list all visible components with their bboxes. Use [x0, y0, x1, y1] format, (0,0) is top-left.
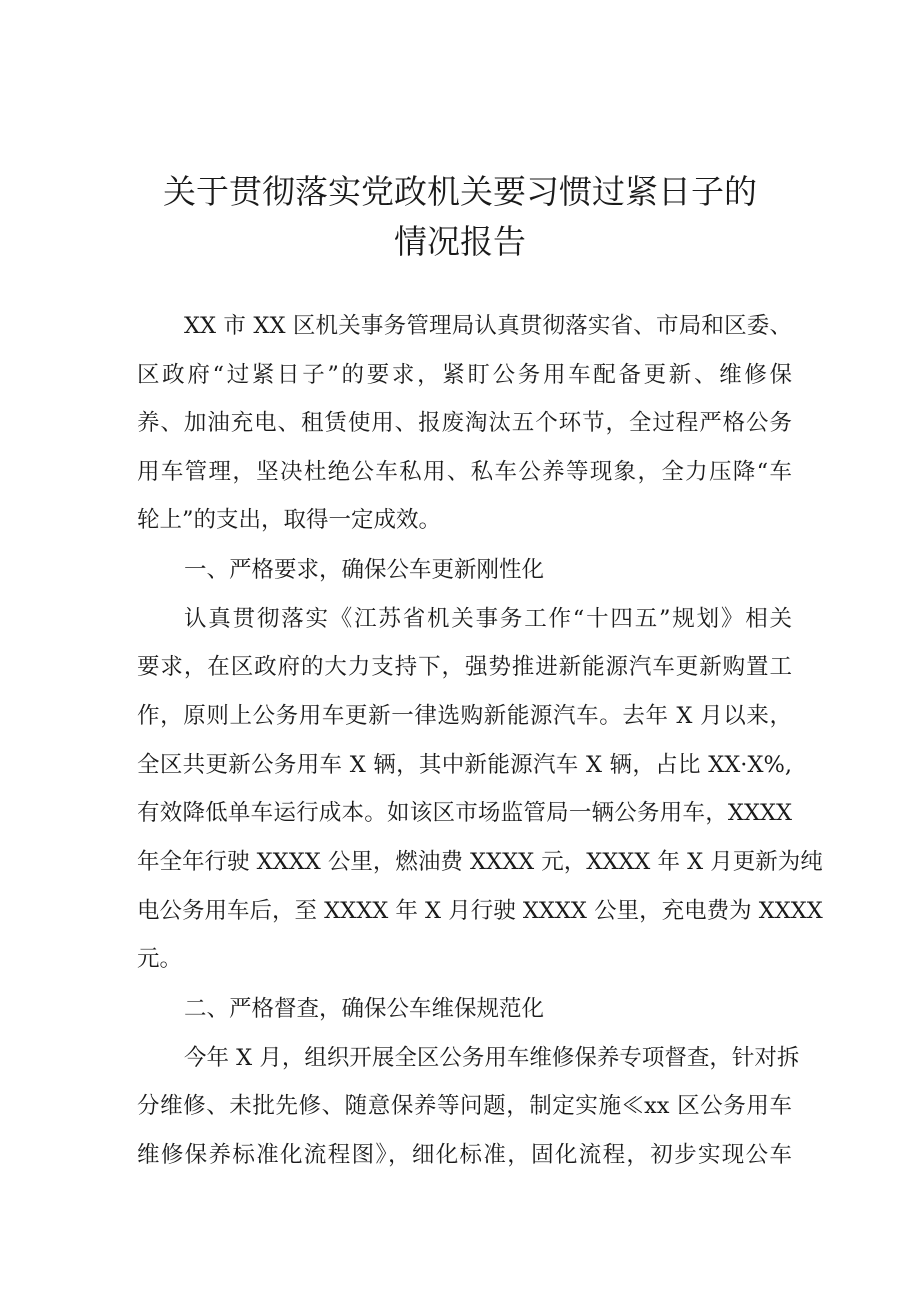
document-title-line-1: 关于贯彻落实党政机关要习惯过紧日子的	[163, 172, 757, 211]
section-2-line: 分维修、未批先修、随意保养等问题，制定实施≪xx 区公务用车	[137, 1093, 792, 1119]
section-1-line: 年全年行驶 XXXX 公里，燃油费 XXXX 元，XXXX 年 X 月更新为纯	[137, 849, 823, 875]
intro-line: 轮上”的支出，取得一定成效。	[137, 507, 442, 533]
intro-line: 养、加油充电、租赁使用、报废淘汰五个环节，全过程严格公务	[137, 410, 792, 436]
section-1-line: 认真贯彻落实《江苏省机关事务工作“十四五”规划》相关	[184, 606, 792, 632]
section-2-line: 今年 X 月，组织开展全区公务用车维修保养专项督查，针对拆	[184, 1045, 800, 1071]
section-1-line: 作，原则上公务用车更新一律选购新能源汽车。去年 X 月以来，	[137, 703, 792, 729]
intro-line: XX 市 XX 区机关事务管理局认真贯彻落实省、市局和区委、	[184, 313, 792, 339]
section-1-line: 全区共更新公务用车 X 辆，其中新能源汽车 X 辆，占比 XX·X%,	[137, 752, 792, 778]
section-1-heading: 一、严格要求，确保公车更新刚性化	[184, 557, 545, 583]
intro-line: 用车管理，坚决杜绝公车私用、私车公养等现象，全力压降“车	[137, 459, 792, 485]
document-title-line-2: 情况报告	[394, 222, 526, 261]
section-1-line: 电公务用车后，至 XXXX 年 X 月行驶 XXXX 公里，充电费为 XXXX	[137, 898, 823, 924]
section-1-line: 元。	[137, 946, 183, 972]
section-1-line: 有效降低单车运行成本。如该区市场监管局一辆公务用车，XXXX	[137, 800, 792, 826]
section-1-line: 要求，在区政府的大力支持下，强势推进新能源汽车更新购置工	[137, 654, 792, 680]
section-2-heading: 二、严格督查，确保公车维保规范化	[184, 996, 545, 1022]
section-2-line: 维修保养标准化流程图》，细化标准，固化流程，初步实现公车	[137, 1142, 792, 1168]
intro-line: 区政府“过紧日子”的要求，紧盯公务用车配备更新、维修保	[137, 362, 792, 388]
